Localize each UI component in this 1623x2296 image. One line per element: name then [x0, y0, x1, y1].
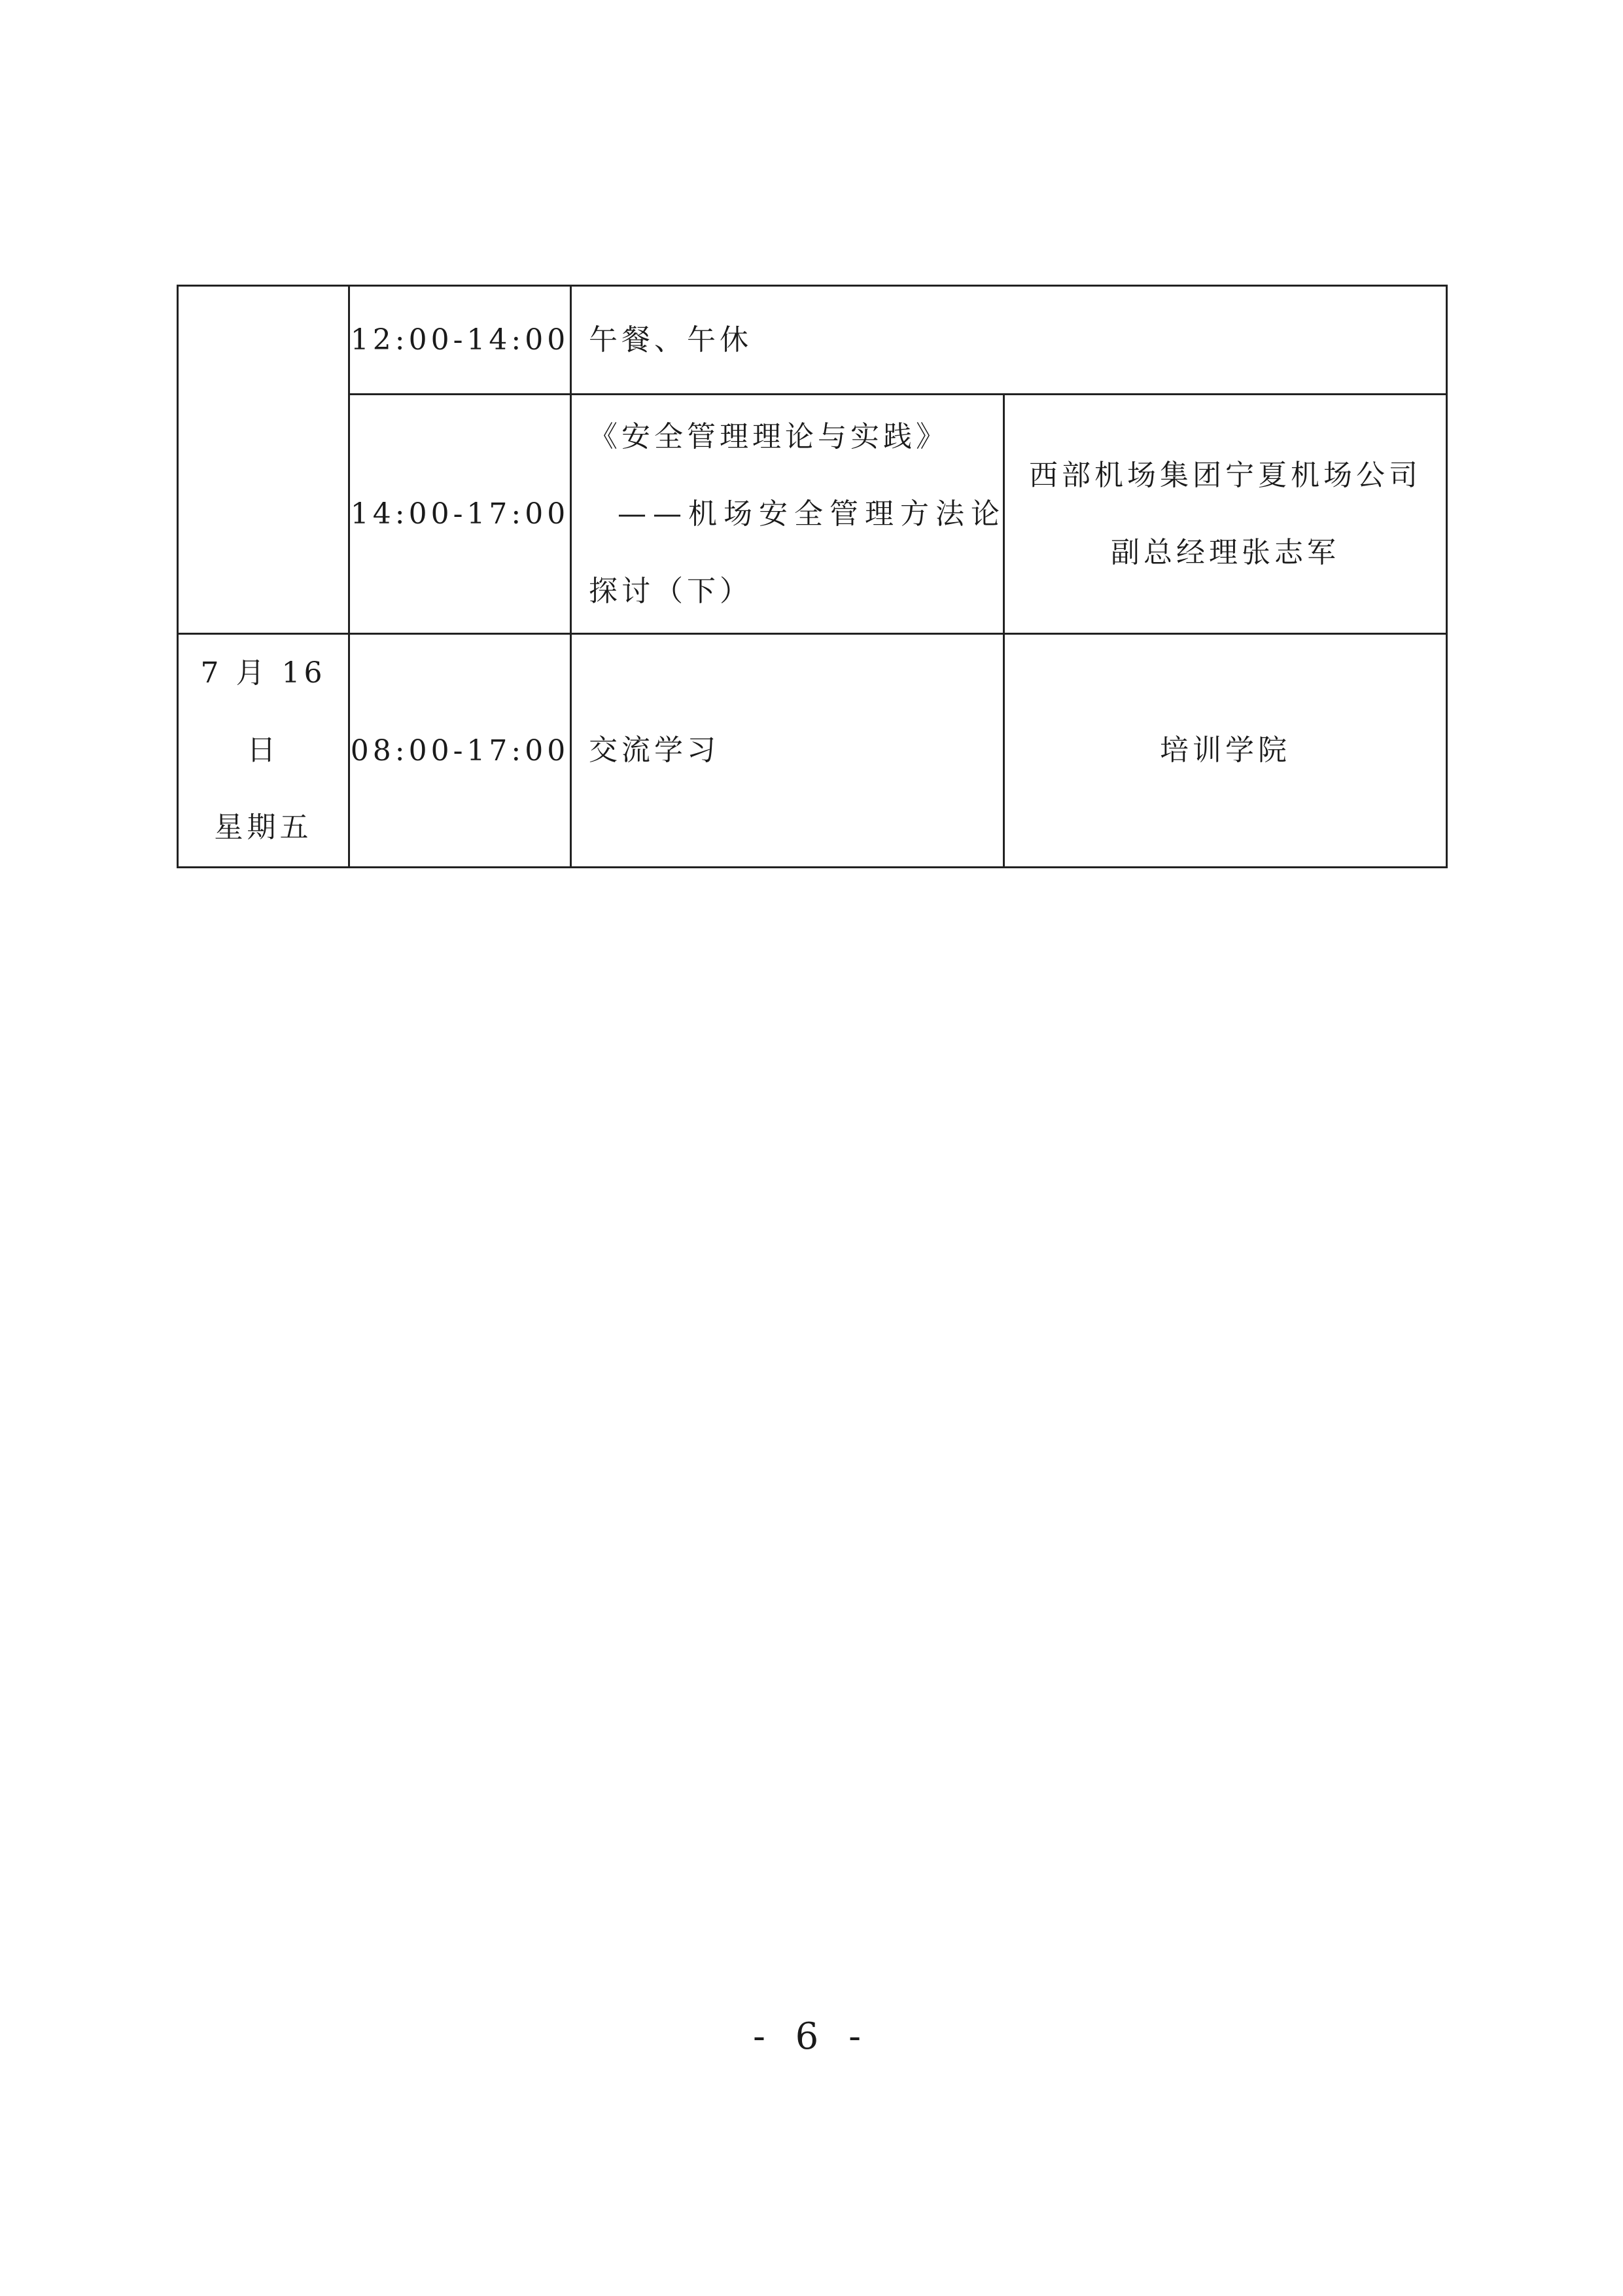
table-row [178, 634, 1447, 868]
topic-subtitle-line: ——机场安全管理方法论 [618, 497, 1006, 531]
topic-subtitle-line-cont: 探讨（下） [589, 574, 752, 608]
weekday-line: 星期五 [214, 811, 313, 844]
speaker-cell [1004, 395, 1447, 634]
page-number: - 6 - [752, 2015, 871, 2058]
schedule-table [177, 285, 1448, 868]
time-cell: 08:00-17:00 [349, 634, 571, 868]
topic-cell: 午餐、午休 [571, 286, 1447, 395]
time-cell: 12:00-14:00 [349, 286, 571, 395]
date-cell-empty [178, 286, 349, 634]
time-cell: 14:00-17:00 [349, 395, 571, 634]
topic-cell: 交流学习 [571, 634, 1004, 868]
table-row [178, 395, 1447, 634]
speaker-cell: 培训学院 [1004, 634, 1447, 868]
speaker-org: 西部机场集团宁夏机场公司 [1029, 458, 1422, 492]
date-cell [178, 634, 349, 868]
date-line: 7 月 16 日 [200, 656, 326, 767]
topic-cell [571, 395, 1004, 634]
topic-title-line: 《安全管理理论与实践》 [589, 419, 949, 453]
table-row [178, 286, 1447, 395]
speaker-title: 副总经理张志军 [1111, 535, 1340, 569]
